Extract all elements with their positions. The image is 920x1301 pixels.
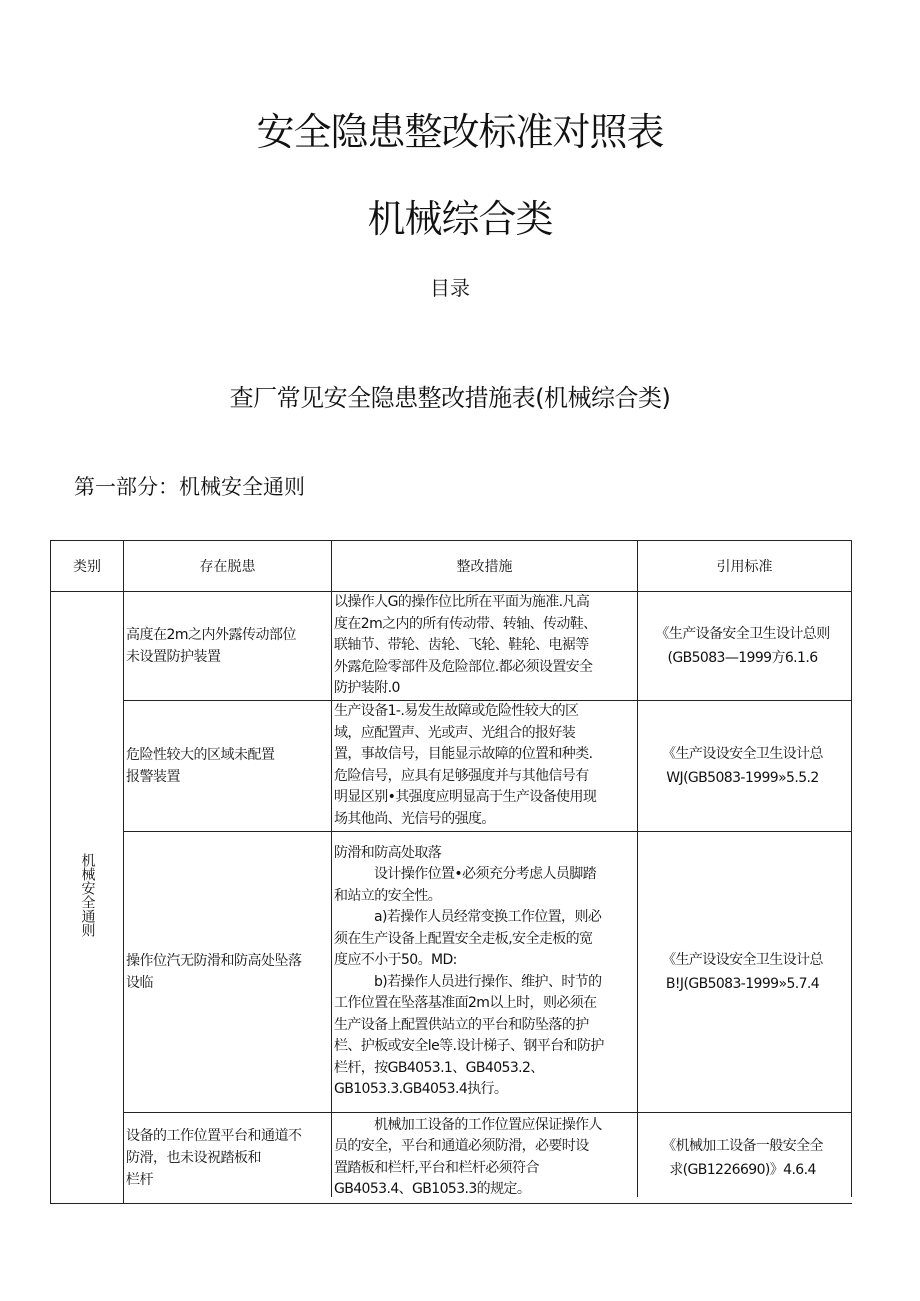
page-break-mask (125, 1197, 852, 1203)
hazard-line: 未设置防护装置 (126, 648, 221, 665)
header-measures: 整改措施 (332, 541, 638, 592)
measure-line: 工作位置在坠落基准面2m以上时，则必须在 (334, 995, 597, 1011)
reference-line: B!J(GB5083-1999»5.7.4 (665, 975, 820, 992)
hazard-cell (124, 831, 332, 1112)
hazard-cell (124, 592, 332, 701)
header-reference: 引用标准 (638, 541, 852, 592)
category-label: 机械安全通则 (79, 852, 96, 937)
measure-line: 设计操作位置•必须充分考虑人员脚踏 (374, 866, 597, 882)
measure-line: 须在生产设备上配置安全走板,安全走板的宽 (334, 930, 593, 947)
measure-line: 度应不小于50。MD: (334, 952, 457, 968)
measure-line: 栏、护板或安全le等.设计梯子、钢平台和防护 (334, 1038, 604, 1054)
measures-cell (332, 700, 638, 831)
hazard-cell (124, 700, 332, 831)
table-row (51, 831, 852, 1112)
reference-line: 《生产设备安全卫生设计总则 (655, 625, 830, 642)
measure-line: 场其他尚、光信号的强度。 (334, 810, 495, 827)
reference-cell (638, 700, 852, 831)
header-hazard: 存在脱患 (124, 541, 332, 592)
measure-line: 外露危险零部件及危险部位.都必须设置安全 (334, 658, 593, 675)
hazard-cell (124, 1112, 332, 1203)
hazard-line: 报警装置 (126, 768, 180, 785)
measure-line: GB4053.4、GB1053.3的规定。 (334, 1181, 531, 1197)
reference-line: WJ(GB5083-1999»5.5.2 (666, 769, 819, 786)
part-title: 第一部分：机械安全通则 (74, 475, 305, 499)
hazard-line: 栏杆 (126, 1171, 153, 1188)
reference-line: 《机械加工设备一般安全全 (662, 1137, 823, 1154)
table-row (51, 592, 852, 701)
table-row (51, 1112, 852, 1203)
reference-line: 《生产设设安全卫生设计总 (662, 951, 823, 968)
measure-line: 危险信号，应具有足够强度并与其他信号有 (334, 767, 589, 784)
measures-cell (332, 831, 638, 1112)
reference-cell (638, 592, 852, 701)
measures-cell (332, 1112, 638, 1203)
measure-line: 栏杆，按GB4053.1、GB4053.2、 (334, 1059, 544, 1076)
reference-line: 求(GB1226690)》4.6.4 (669, 1161, 816, 1178)
document-subtitle: 机械综合类 (367, 197, 553, 241)
reference-cell (638, 831, 852, 1112)
measure-line: 生产设备1-.易发生故障或危险性较大的区 (334, 703, 579, 719)
measure-line: 机械加工设备的工作位置应保证操作人 (374, 1116, 602, 1133)
measure-line: a)若操作人员经常变换工作位置，则必 (374, 909, 602, 925)
header-category: 类别 (51, 541, 124, 592)
measure-line: 员的安全，平台和通道必须防滑，必要时设 (334, 1138, 589, 1154)
measure-line: 生产设备上配置供站立的平台和防坠落的护 (334, 1016, 589, 1033)
hazard-line: 操作位汽无防滑和防高处坠落 (126, 952, 302, 969)
hazard-line: 防滑，也未设祝踏板和 (126, 1149, 261, 1166)
measure-line: 域，应配置声、光或声、光组合的报好装 (334, 724, 576, 741)
reference-line: (GB5083—1999方6.1.6 (667, 649, 818, 666)
toc-heading: 目录 (430, 276, 470, 300)
measure-line: 以操作人G的操作位比所在平面为施准.凡高 (334, 594, 590, 610)
hazard-line: 高度在2m之内外露传动部位 (126, 626, 297, 643)
measure-line: 防护装附.0 (334, 680, 400, 696)
hazard-line: 设备的工作位置平台和通道不 (126, 1127, 302, 1144)
section-title: 查厂常见安全隐患整改措施表(机械综合类) (229, 384, 671, 412)
measure-line: b)若操作人员进行操作、维护、时节的 (374, 973, 602, 990)
measure-line: 置踏板和栏杆,平台和栏杆必须符合 (334, 1159, 539, 1176)
table-header-row (51, 541, 852, 592)
measure-line: GB1053.3.GB4053.4执行。 (334, 1081, 508, 1097)
measure-line: 防滑和防高处取落 (334, 844, 442, 861)
measure-line: 联轴节、带轮、齿轮、飞轮、鞋轮、电裾等 (334, 637, 589, 653)
measure-line: 置，事故信号，目能显示故障的位置和种类. (334, 746, 593, 762)
measures-cell (332, 592, 638, 701)
table-row (51, 700, 852, 831)
hazard-line: 危险性较大的区域未配置 (126, 746, 275, 763)
reference-line: 《生产设设安全卫生设计总 (662, 745, 823, 762)
hazard-table (50, 540, 852, 1204)
measure-line: 度在2m之内的所有传动带、转轴、传动鞋、 (334, 615, 597, 632)
measure-line: 明显区别•其强度应明显高于生产设备使用现 (334, 789, 597, 805)
hazard-line: 设临 (126, 974, 153, 991)
reference-cell (638, 1112, 852, 1203)
category-cell (51, 592, 124, 1204)
document-title: 安全隐患整改标准对照表 (256, 110, 664, 154)
measure-line: 和站立的安全性。 (334, 887, 442, 904)
